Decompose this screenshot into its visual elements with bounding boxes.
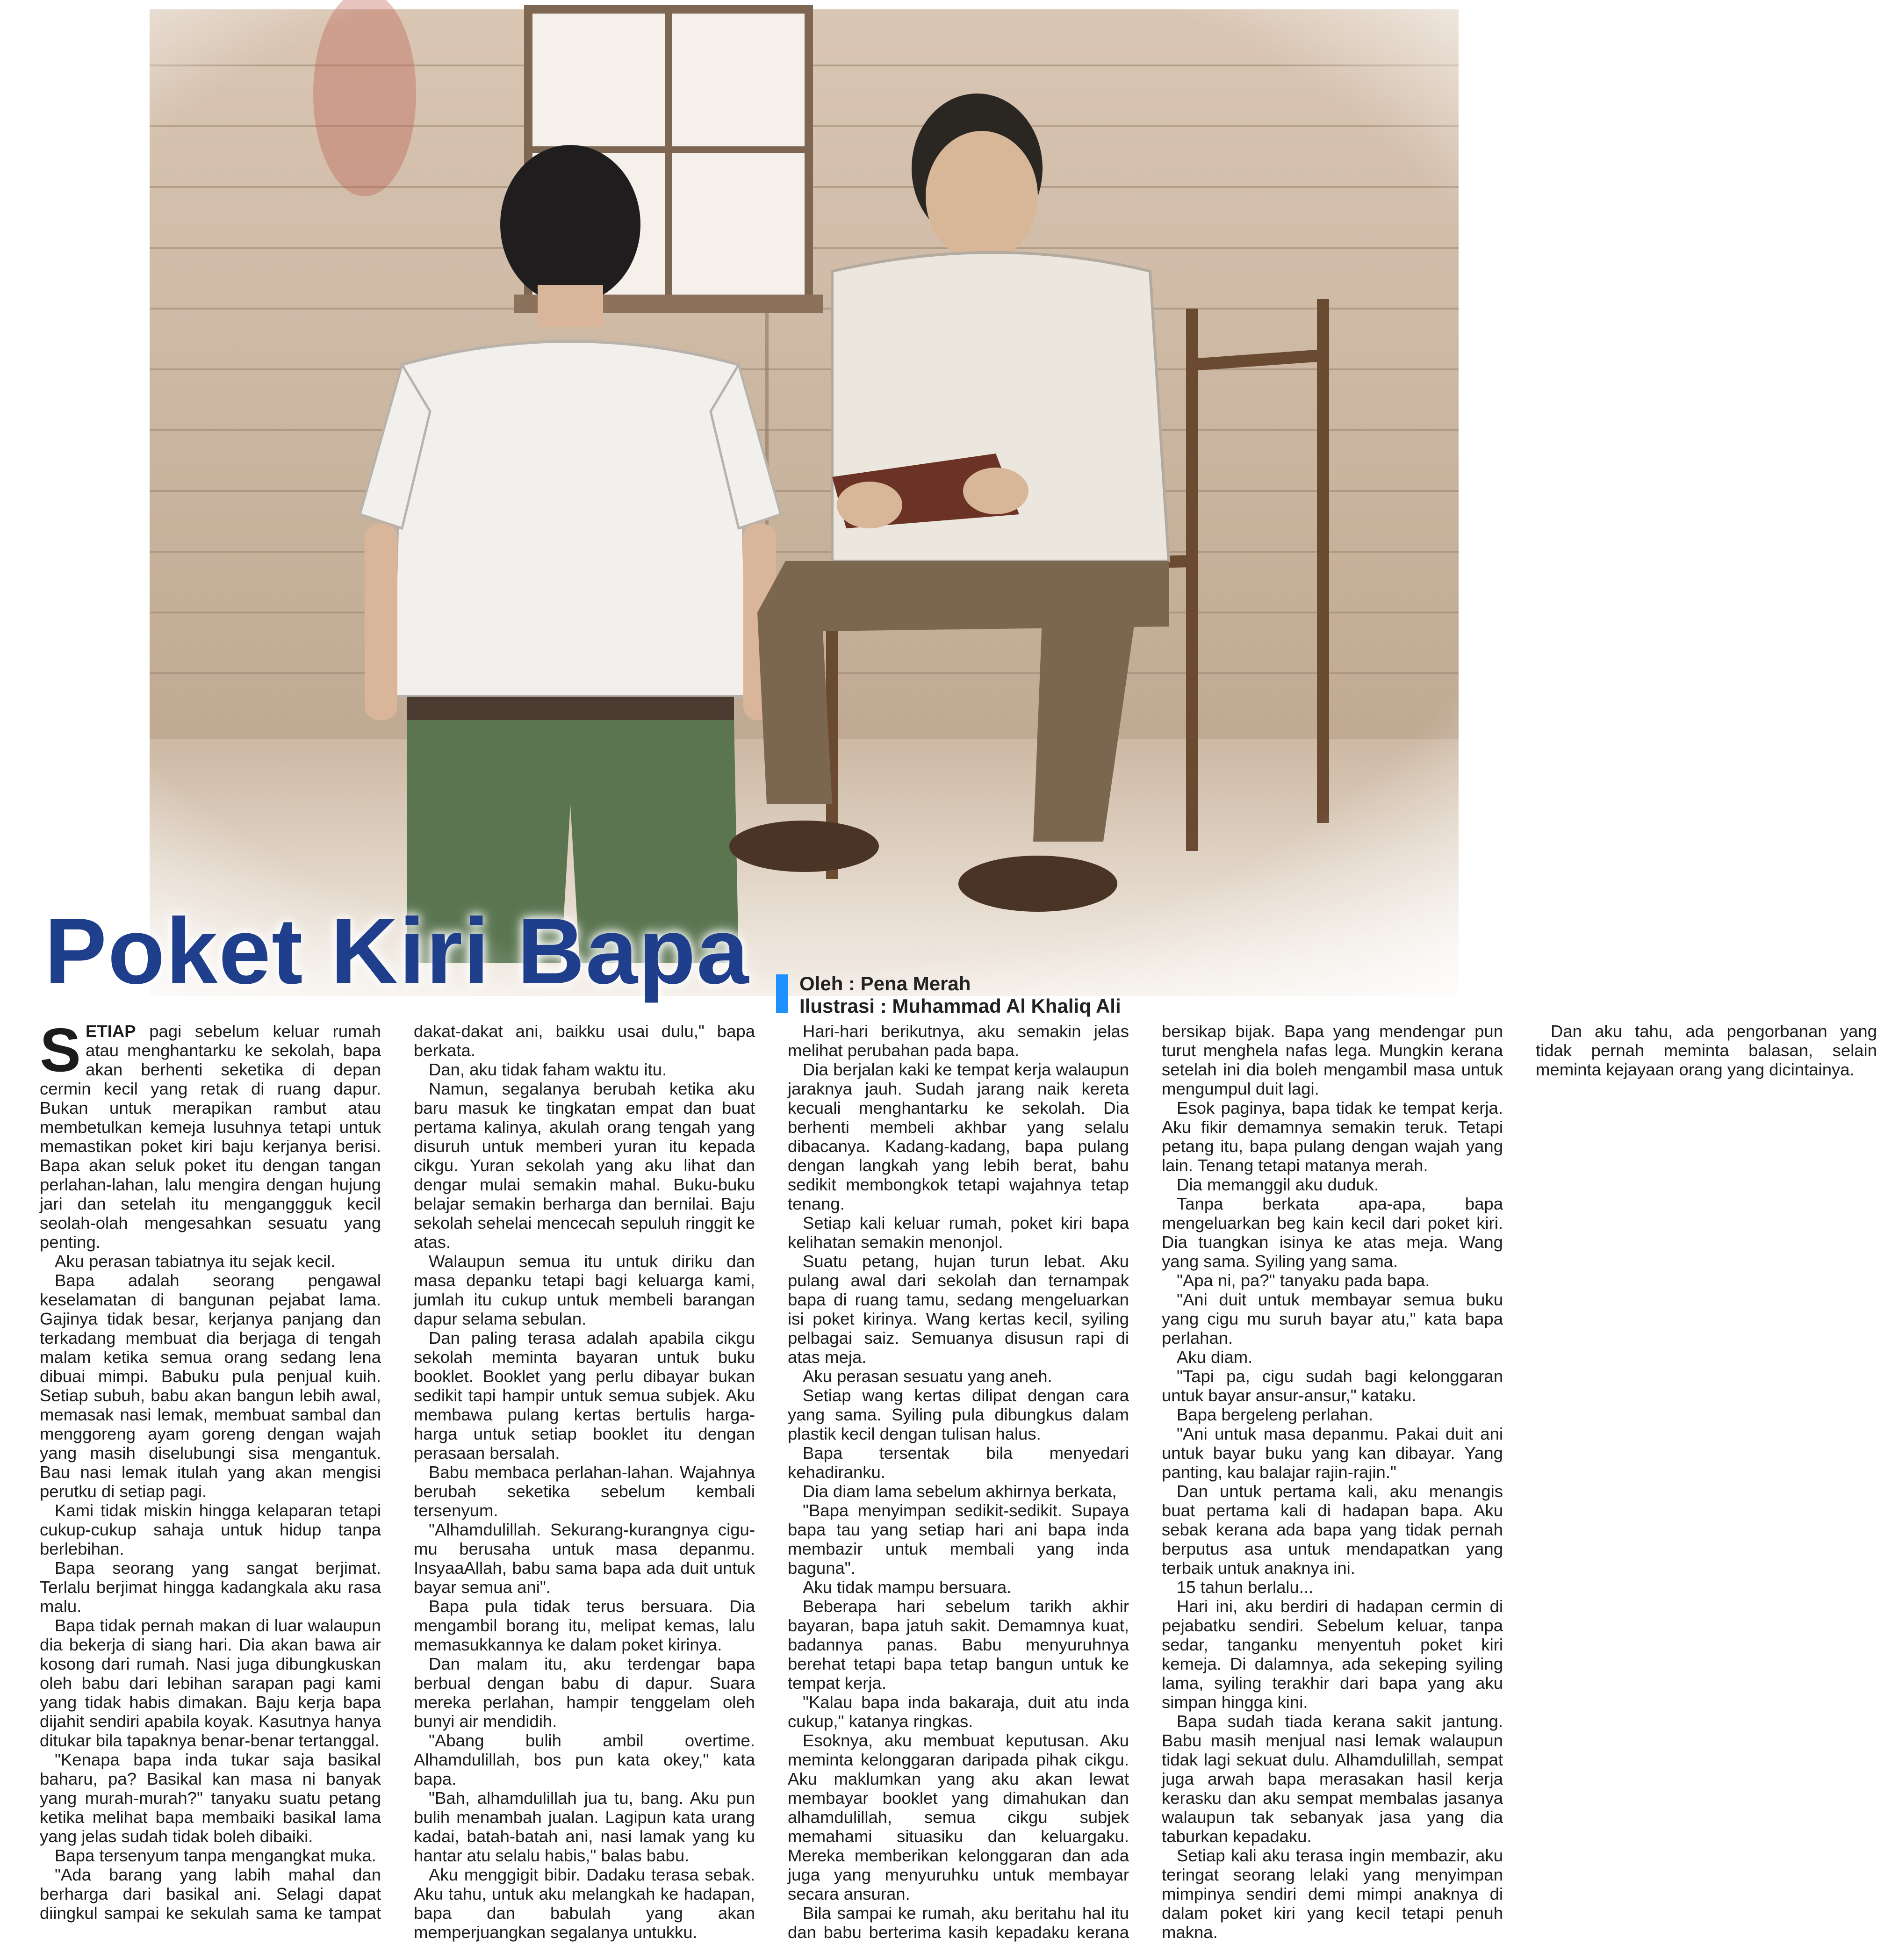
article-body [40, 1016, 1877, 1952]
lead-word: ETIAP [86, 1022, 136, 1041]
article-paragraph: Beberapa hari sebelum tarikh akhir bayaran, bapa jatuh sakit. Demamnya kuat, badannya panas. Babu menyuruhnya berehat tetapi bapa tetap bangun untuk ke tempat kerja. [788, 1597, 1129, 1693]
article-paragraph: Aku diam. [1177, 1348, 1253, 1367]
drop-cap: S [40, 1016, 81, 1084]
article-paragraph: Namun, segalanya berubah ketika aku baru masuk ke tingkatan empat dan buat pertama kalinya, akulah orang tengah yang disuruh untuk memberi yuran itu kepada cikgu. Yuran sekolah yang aku lihat dan dengar mulai semakin mahal. Buku-buku belajar semakin berharga dan bernilai. Baju sekolah sehelai mencecah sepuluh ringgit ke atas. [414, 1079, 755, 1252]
article-paragraph: Bapa tidak pernah makan di luar walaupun dia bekerja di siang hari. Dia akan bawa air kosong dari rumah. Nasi juga dibungkuskan oleh babu dari lebihan sarapan pagi kami yang tidak habis dimakan. Baju kerja bapa dijahit sendiri apabila koyak. Kasutnya hanya ditukar bila tapaknya benar-benar tertanggal. [40, 1616, 381, 1750]
first-paragraph-text: pagi sebelum keluar rumah atau menghantarku ke sekolah, bapa akan berhenti seketika di depan cermin kecil yang retak di ruang dapur. Bukan untuk merapikan rambut atau membetulkan kemeja lusuhnya tetapi untuk memastikan poket kiri baju kerjanya berisi. Bapa akan seluk poket itu dengan tangan perlahan-lahan, lalu mengira dengan hujung jari dan setelah itu menganggguk kecil seolah-olah mengesahkan sesuatu yang penting. [40, 1022, 381, 1252]
article-paragraph: "Apa ni, pa?" tanyaku pada bapa. [1177, 1271, 1430, 1290]
story-illustration [37, 9, 1501, 1003]
article-title: Poket Kiri Bapa [44, 899, 750, 1003]
article-paragraph: Dan malam itu, aku terdengar bapa berbual dengan babu di dapur. Suara mereka perlahan, hampir tenggelam oleh bunyi air mendidih. [414, 1654, 755, 1731]
article-paragraph: Dan, aku tidak faham waktu itu. [429, 1060, 667, 1079]
article-paragraph: Aku perasan sesuatu yang aneh. [803, 1367, 1052, 1386]
article-paragraph: Bapa sudah tiada kerana sakit jantung. Babu masih menjual nasi lemak walaupun tidak lagi sekuat dulu. Alhamdulillah, sempat juga arwah bapa merasakan hasil kerja kerasku dan aku sempat membalas jasanya walaupun tak sebanyak jasa yang dia taburkan kepadaku. [1162, 1712, 1503, 1846]
article-paragraph: "Bapa menyimpan sedikit-sedikit. Supaya bapa tau yang setiap hari ani bapa inda membazir untuk membali yang inda baguna". [788, 1501, 1129, 1578]
article-paragraph: Esok paginya, bapa tidak ke tempat kerja. Aku fikir demamnya semakin teruk. Tetapi petang itu, bapa pulang dengan wajah yang lain. Tenang tetapi matanya merah. [1162, 1098, 1503, 1175]
article-paragraph: Setiap wang kertas dilipat dengan cara yang sama. Syiling pula dibungkus dalam plastik kecil dengan tulisan halus. [788, 1386, 1129, 1443]
article-paragraph: Bila sampai ke rumah, aku beritahu hal itu dan babu berterima kasih kepadaku kerana bersikap bijak. Bapa yang mendengar pun turut menghela nafas lega. Mungkin kerana setelah ini dia boleh mengambil masa untuk mengumpul duit lagi. [788, 1022, 1503, 1942]
article-paragraph: Babu membaca perlahan-lahan. Wajahnya berubah seketika sebelum kembali tersenyum. [414, 1463, 755, 1520]
article-paragraph: "Abang bulih ambil overtime. Alhamdulillah, bos pun kata okey," kata bapa. [414, 1731, 755, 1788]
article-paragraph: "Tapi pa, cigu sudah bagi kelonggaran untuk bayar ansur-ansur," kataku. [1162, 1367, 1503, 1405]
article-paragraph: Tanpa berkata apa-apa, bapa mengeluarkan beg kain kecil dari poket kiri. Dia tuangkan isinya ke atas meja. Wang yang sama. Syiling yang sama. [1162, 1194, 1503, 1271]
article-paragraph: Aku tidak mampu bersuara. [803, 1578, 1012, 1597]
article-paragraph: Setiap kali keluar rumah, poket kiri bapa kelihatan semakin menonjol. [788, 1213, 1129, 1252]
article-paragraph: "Kalau bapa inda bakaraja, duit atu inda cukup," katanya ringkas. [788, 1693, 1129, 1731]
article-paragraph: Dan untuk pertama kali, aku menangis buat pertama kali di hadapan bapa. Aku sebak kerana ada bapa yang tidak pernah berputus asa untuk mendapatkan yang terbaik untuk anaknya ini. [1162, 1482, 1503, 1578]
article-paragraph: Hari-hari berikutnya, aku semakin jelas melihat perubahan pada bapa. [788, 1022, 1129, 1060]
article-paragraph: Dia memanggil aku duduk. [1177, 1175, 1379, 1194]
article-paragraph: Walaupun semua itu untuk diriku dan masa depanku tetapi bagi keluarga kami, jumlah itu cukup untuk membeli barangan dapur selama sebulan. [414, 1252, 755, 1328]
article-paragraph: Dan aku tahu, ada pengorbanan yang tidak pernah meminta balasan, selain meminta kejayaan orang yang dicintainya. [1536, 1022, 1877, 1079]
article-paragraph: Bapa tersenyum tanpa mengangkat muka. [55, 1846, 376, 1865]
article-paragraph: Hari ini, aku berdiri di hadapan cermin di pejabatku sendiri. Sebelum keluar, tanpa sedar, tanganku menyentuh poket kiri kemeja. Di dalamnya, ada sekeping syiling lama, syiling terakhir dari bapa yang aku simpan hingga kini. [1162, 1597, 1503, 1712]
article-paragraph: Suatu petang, hujan turun lebat. Aku pulang awal dari sekolah dan ternampak bapa di ruang tamu, sedang mengeluarkan isi poket kirinya. Wang kertas kecil, syiling pelbagai saiz. Semuanya disusun rapi di atas meja. [788, 1252, 1129, 1367]
article-paragraph: Bapa seorang yang sangat berjimat. Terlalu berjimat hingga kadangkala aku rasa malu. [40, 1558, 381, 1616]
article-paragraph: Dia diam lama sebelum akhirnya berkata, [803, 1482, 1117, 1501]
article-paragraph: Bapa pula tidak terus bersuara. Dia mengambil borang itu, melipat kemas, lalu memasukkannya ke dalam poket kirinya. [414, 1597, 755, 1654]
article-paragraph: Bapa bergeleng perlahan. [1177, 1405, 1374, 1424]
article-paragraph: 15 tahun berlalu... [1177, 1578, 1314, 1597]
article-paragraph: Bapa adalah seorang pengawal keselamatan di bangunan pejabat lama. Gajinya tidak besar, kerjanya panjang dan terkadang membuat dia berjaga di tengah malam ketika semua orang sedang lena dibuai mimpi. Babuku pula penjual kuih. Setiap subuh, babu akan bangun lebih awal, memasak nasi lemak, membuat sambal dan menggoreng ayam goreng dengan wajah yang masih diselubungi sisa mengantuk. Bau nasi lemak itulah yang akan mengisi perutku di setiap pagi. [40, 1271, 381, 1501]
article-credits [776, 973, 1121, 1017]
article-paragraph: Bapa tersentak bila menyedari kehadiranku. [788, 1443, 1129, 1482]
credit-accent-bar [776, 974, 788, 1013]
article-paragraph: "Ada barang yang labih mahal dan berharga dari basikal ani. Selagi dapat diingkul sampai ke sekulah sama ke tampat dakat-dakat ani, baikku usai dulu," bapa berkata. [40, 1022, 755, 1923]
article-paragraph: "Ani duit untuk membayar semua buku yang cigu mu suruh bayar atu," kata bapa perlahan. [1162, 1290, 1503, 1348]
article-paragraph: "Kenapa bapa inda tukar saja basikal baharu, pa? Basikal kan masa ni banyak yang murah-murah?" tanyaku suatu petang ketika melihat bapa membaiki basikal lama yang jelas sudah tidak boleh dibaiki. [40, 1750, 381, 1846]
article-paragraph: Dan paling terasa adalah apabila cikgu sekolah meminta bayaran untuk buku booklet. Booklet yang perlu dibayar bukan sedikit tapi hampir untuk semua subjek. Aku membawa pulang kertas bertulis harga-harga untuk setiap booklet itu dengan perasaan bersalah. [414, 1328, 755, 1463]
article-paragraph: Esoknya, aku membuat keputusan. Aku meminta kelonggaran daripada pihak cikgu. Aku maklumkan yang aku akan lewat membayar booklet yang dimahukan dan alhamdulillah, semua cikgu subjek memahami situasiku dan keluargaku. Mereka memberikan kelonggaran dan ada juga yang menyuruhku untuk membayar secara ansuran. [788, 1731, 1129, 1903]
article-paragraph: Setiap kali aku terasa ingin membazir, aku teringat seorang lelaki yang menyimpan mimpinya sendiri demi mimpi anaknya di dalam poket kiri yang kecil tetapi penuh makna. [1162, 1846, 1503, 1942]
article-paragraph: "Bah, alhamdulillah jua tu, bang. Aku pun bulih menambah jualan. Lagipun kata urang kadai, batah-batah ani, nasi lamak yang ku hantar atu selalu habis," balas babu. [414, 1788, 755, 1865]
article-paragraph: Aku perasan tabiatnya itu sejak kecil. [55, 1252, 336, 1271]
byline: Oleh : Pena Merah [799, 973, 971, 994]
article-paragraph: "Ani untuk masa depanmu. Pakai duit ani untuk bayar buku yang kan dibayar. Yang panting, kau balajar rajin-rajin." [1162, 1424, 1503, 1482]
article-paragraph: "Alhamdulillah. Sekurang-kurangnya cigu-mu berusaha untuk masa depanmu. InsyaaAllah, babu sama bapa ada duit untuk bayar semua ani". [414, 1520, 755, 1597]
first-paragraph [40, 1016, 381, 1252]
article-paragraph: Kami tidak miskin hingga kelaparan tetapi cukup-cukup sahaja untuk hidup tanpa berlebihan. [40, 1501, 381, 1558]
illustration-credit: Ilustrasi : Muhammad Al Khaliq Ali [799, 995, 1121, 1017]
article-paragraph: Dia berjalan kaki ke tempat kerja walaupun jaraknya jauh. Sudah jarang naik kereta kecuali menghantarku ke sekolah. Dia berhenti membeli akhbar yang selalu dibacanya. Kadang-kadang, bapa pulang dengan langkah yang lebih berat, bahu sedikit membongkok tetapi wajahnya tetap tenang. [788, 1060, 1129, 1213]
watercolor-illustration-father-and-son [37, 9, 1501, 1003]
article-paragraph: Aku menggigit bibir. Dadaku terasa sebak. Aku tahu, untuk aku melangkah ke hadapan, bapa dan babulah yang akan memperjuangkan segalanya untukku. [414, 1865, 755, 1942]
